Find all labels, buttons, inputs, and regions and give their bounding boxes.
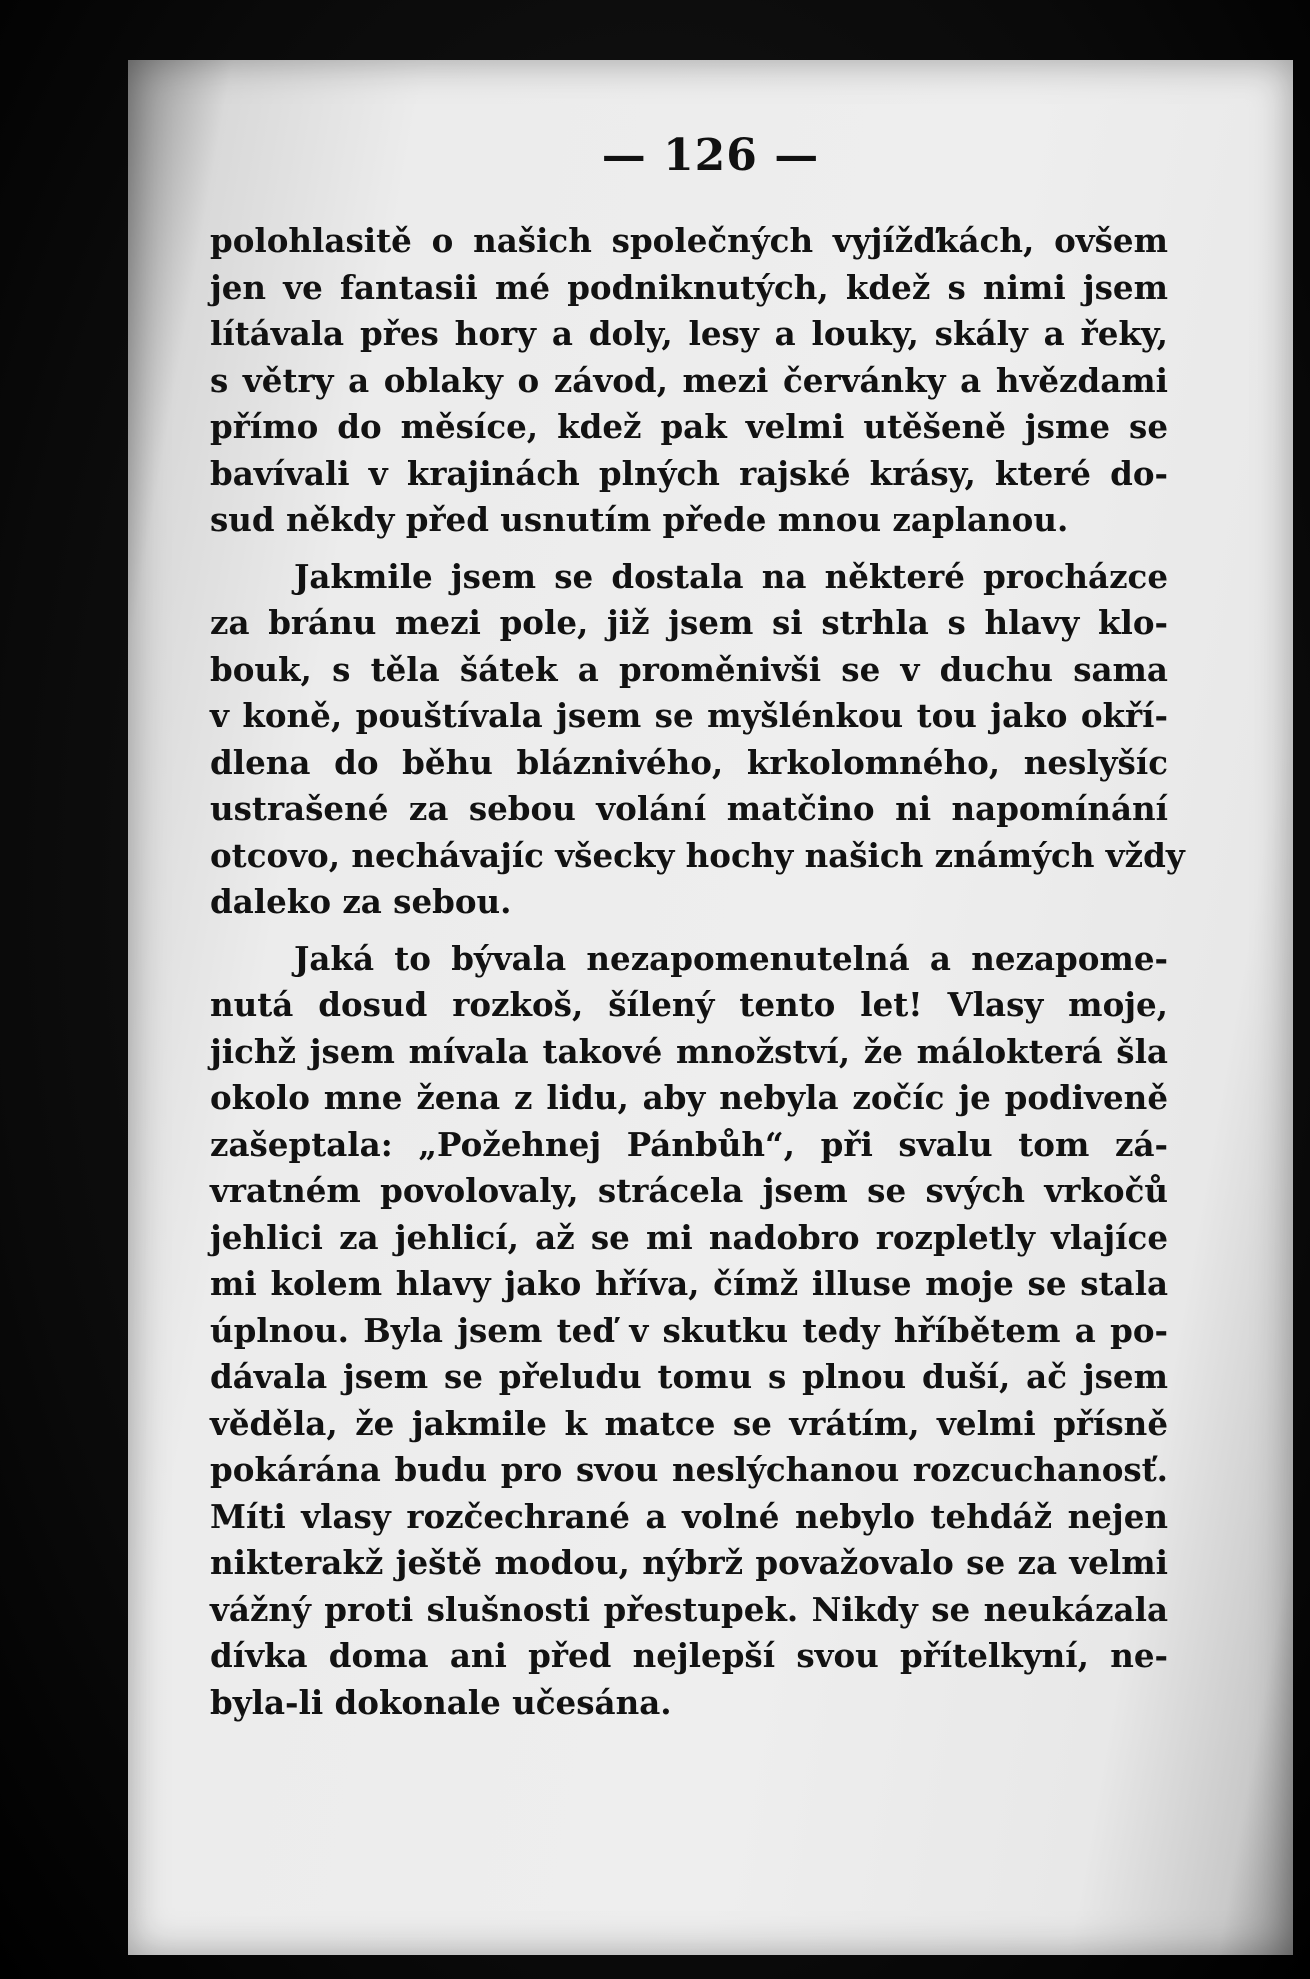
page-number: — 126 — <box>601 130 820 181</box>
paragraph <box>210 936 1168 1727</box>
paragraph <box>210 554 1185 926</box>
text-line: otcovo, nechávajíc všecky hochy našich známých vždy <box>210 835 1185 875</box>
text-line: v koně, pouštívala jsem se myšlénkou tou jako okří- <box>210 696 1168 735</box>
text-line: bouk, s těla šátek a proměnivši se v duchu sama <box>210 649 1168 689</box>
text-line: jen ve fantasii mé podniknutých, kdež s nimi jsem <box>210 267 1168 307</box>
text-line: dávala jsem se přeludu tomu s plnou duší, ač jsem <box>210 1357 1168 1396</box>
text-line: pokárána budu pro svou neslýchanou rozcuchanosť. <box>210 1450 1168 1489</box>
text-line: za bránu mezi pole, již jsem si strhla s hlavy klo- <box>210 603 1168 642</box>
text-line: nutá dosud rozkoš, šílený tento let! Vlasy moje, <box>210 985 1168 1024</box>
text-line: mi kolem hlavy jako hříva, čímž illuse moje se stala <box>210 1264 1168 1303</box>
text-line: nikterakž ještě modou, nýbrž považovalo se za velmi <box>210 1543 1168 1582</box>
text-line: úplnou. Byla jsem teď v skutku tedy hříbětem a po- <box>210 1310 1168 1350</box>
book-page <box>128 60 1293 1955</box>
paragraph <box>210 218 1168 544</box>
text-line: byla-li dokonale učesána. <box>210 1682 672 1722</box>
text-line: sud někdy před usnutím přede mnou zaplanou. <box>210 500 1069 539</box>
text-line: vážný proti slušnosti přestupek. Nikdy se neukázala <box>210 1589 1168 1629</box>
text-line: přímo do měsíce, kdež pak velmi utěšeně jsme se <box>210 407 1168 446</box>
text-line: bavívali v krajinách plných rajské krásy, které do- <box>210 453 1168 493</box>
text-line: okolo mne žena z lidu, aby nebyla zočíc je podiveně <box>210 1078 1168 1117</box>
text-line: lítávala přes hory a doly, lesy a louky, skály a řeky, <box>210 314 1168 353</box>
text-line: dívka doma ani před nejlepší svou přítelkyní, ne- <box>210 1636 1168 1675</box>
text-line: ustrašené za sebou volání matčino ni napomínání <box>210 789 1168 828</box>
text-line: jehlici za jehlicí, až se mi nadobro rozpletly vlajíce <box>210 1217 1168 1257</box>
text-line: s větry a oblaky o závod, mezi červánky a hvězdami <box>210 360 1168 400</box>
text-line: polohlasitě o našich společných vyjížďkách, ovšem <box>210 221 1168 260</box>
text-line: Jaká to bývala nezapomenutelná a nezapome- <box>294 938 1168 978</box>
text-line: jichž jsem mívala takové množství, že málokterá šla <box>210 1031 1168 1071</box>
body-text <box>210 218 1185 1736</box>
text-line: daleko za sebou. <box>210 882 512 921</box>
text-line: dlena do běhu bláznivého, krkolomného, neslyšíc <box>210 742 1168 782</box>
text-line: Jakmile jsem se dostala na některé procházce <box>294 556 1168 596</box>
text-line: vratném povolovaly, strácela jsem se svých vrkočů <box>210 1171 1168 1210</box>
text-line: Míti vlasy rozčechrané a volné nebylo tehdáž nejen <box>210 1496 1168 1536</box>
text-line: zašeptala: „Požehnej Pánbůh“, při svalu tom zá- <box>210 1124 1168 1164</box>
text-line: věděla, že jakmile k matce se vrátím, velmi přísně <box>210 1403 1168 1443</box>
